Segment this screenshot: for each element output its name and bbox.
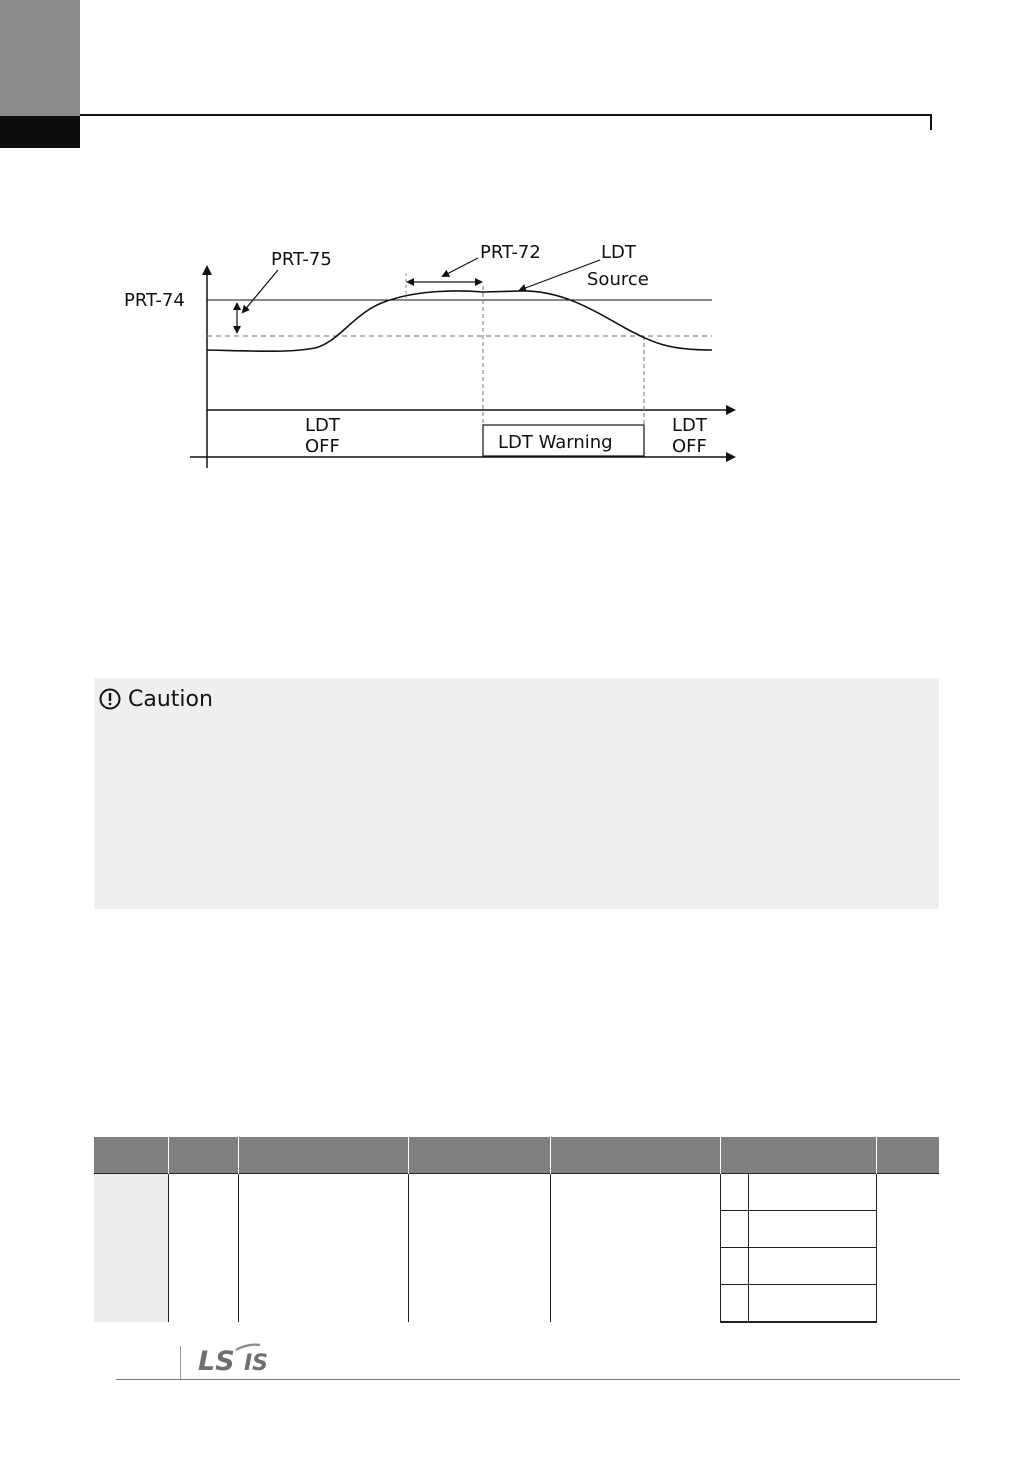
setting-number-cell xyxy=(720,1285,748,1323)
setting-value-cell xyxy=(748,1285,876,1323)
off-right-label-line1: LDT xyxy=(672,415,707,436)
svg-text:IS: IS xyxy=(244,1351,269,1376)
table-cell xyxy=(550,1174,720,1323)
off-right-label-line2: OFF xyxy=(672,436,707,457)
source-label-line1: LDT xyxy=(601,242,636,263)
svg-text:LS: LS xyxy=(198,1346,235,1376)
threshold-label: PRT-74 xyxy=(124,290,185,311)
setting-value-cell xyxy=(748,1211,876,1248)
ldt-timing-diagram xyxy=(100,230,760,480)
table-header-cell xyxy=(238,1137,408,1174)
delay-pointer xyxy=(443,258,478,276)
table-header-cell xyxy=(720,1137,876,1174)
delay-label: PRT-72 xyxy=(480,242,541,263)
hysteresis-pointer xyxy=(243,270,278,312)
lsis-logo xyxy=(196,1342,286,1376)
footer-rule xyxy=(116,1379,960,1380)
table-header-row xyxy=(94,1137,939,1174)
table-header-cell xyxy=(876,1137,939,1174)
caution-box xyxy=(94,678,939,909)
table-cell xyxy=(168,1174,238,1323)
chapter-tab xyxy=(0,0,80,116)
setting-number-cell xyxy=(720,1174,748,1211)
footer-divider xyxy=(180,1346,181,1380)
warning-label: LDT Warning xyxy=(498,432,613,453)
table-header-cell xyxy=(408,1137,550,1174)
table-header-cell xyxy=(550,1137,720,1174)
header-rule xyxy=(80,114,932,116)
off-left-label-line2: OFF xyxy=(305,436,340,457)
setting-number-cell xyxy=(720,1248,748,1285)
caution-icon xyxy=(98,687,122,711)
source-label-line2: Source xyxy=(587,269,649,290)
caution-title: Caution xyxy=(128,686,213,712)
setting-value-cell xyxy=(748,1174,876,1211)
table-cell xyxy=(876,1174,939,1323)
table-cell xyxy=(408,1174,550,1323)
setting-value-cell xyxy=(748,1248,876,1285)
off-left-label-line1: LDT xyxy=(305,415,340,436)
table-header-cell xyxy=(168,1137,238,1174)
header-rule-end xyxy=(930,114,932,130)
table-header-cell xyxy=(94,1137,168,1174)
hysteresis-label: PRT-75 xyxy=(271,249,332,270)
parameter-table xyxy=(94,1137,939,1323)
setting-number-cell xyxy=(720,1211,748,1248)
chapter-tab-marker xyxy=(0,116,80,148)
table-group-cell xyxy=(94,1174,168,1323)
caution-header xyxy=(98,684,213,714)
table-cell xyxy=(238,1174,408,1323)
table-row xyxy=(94,1174,939,1211)
